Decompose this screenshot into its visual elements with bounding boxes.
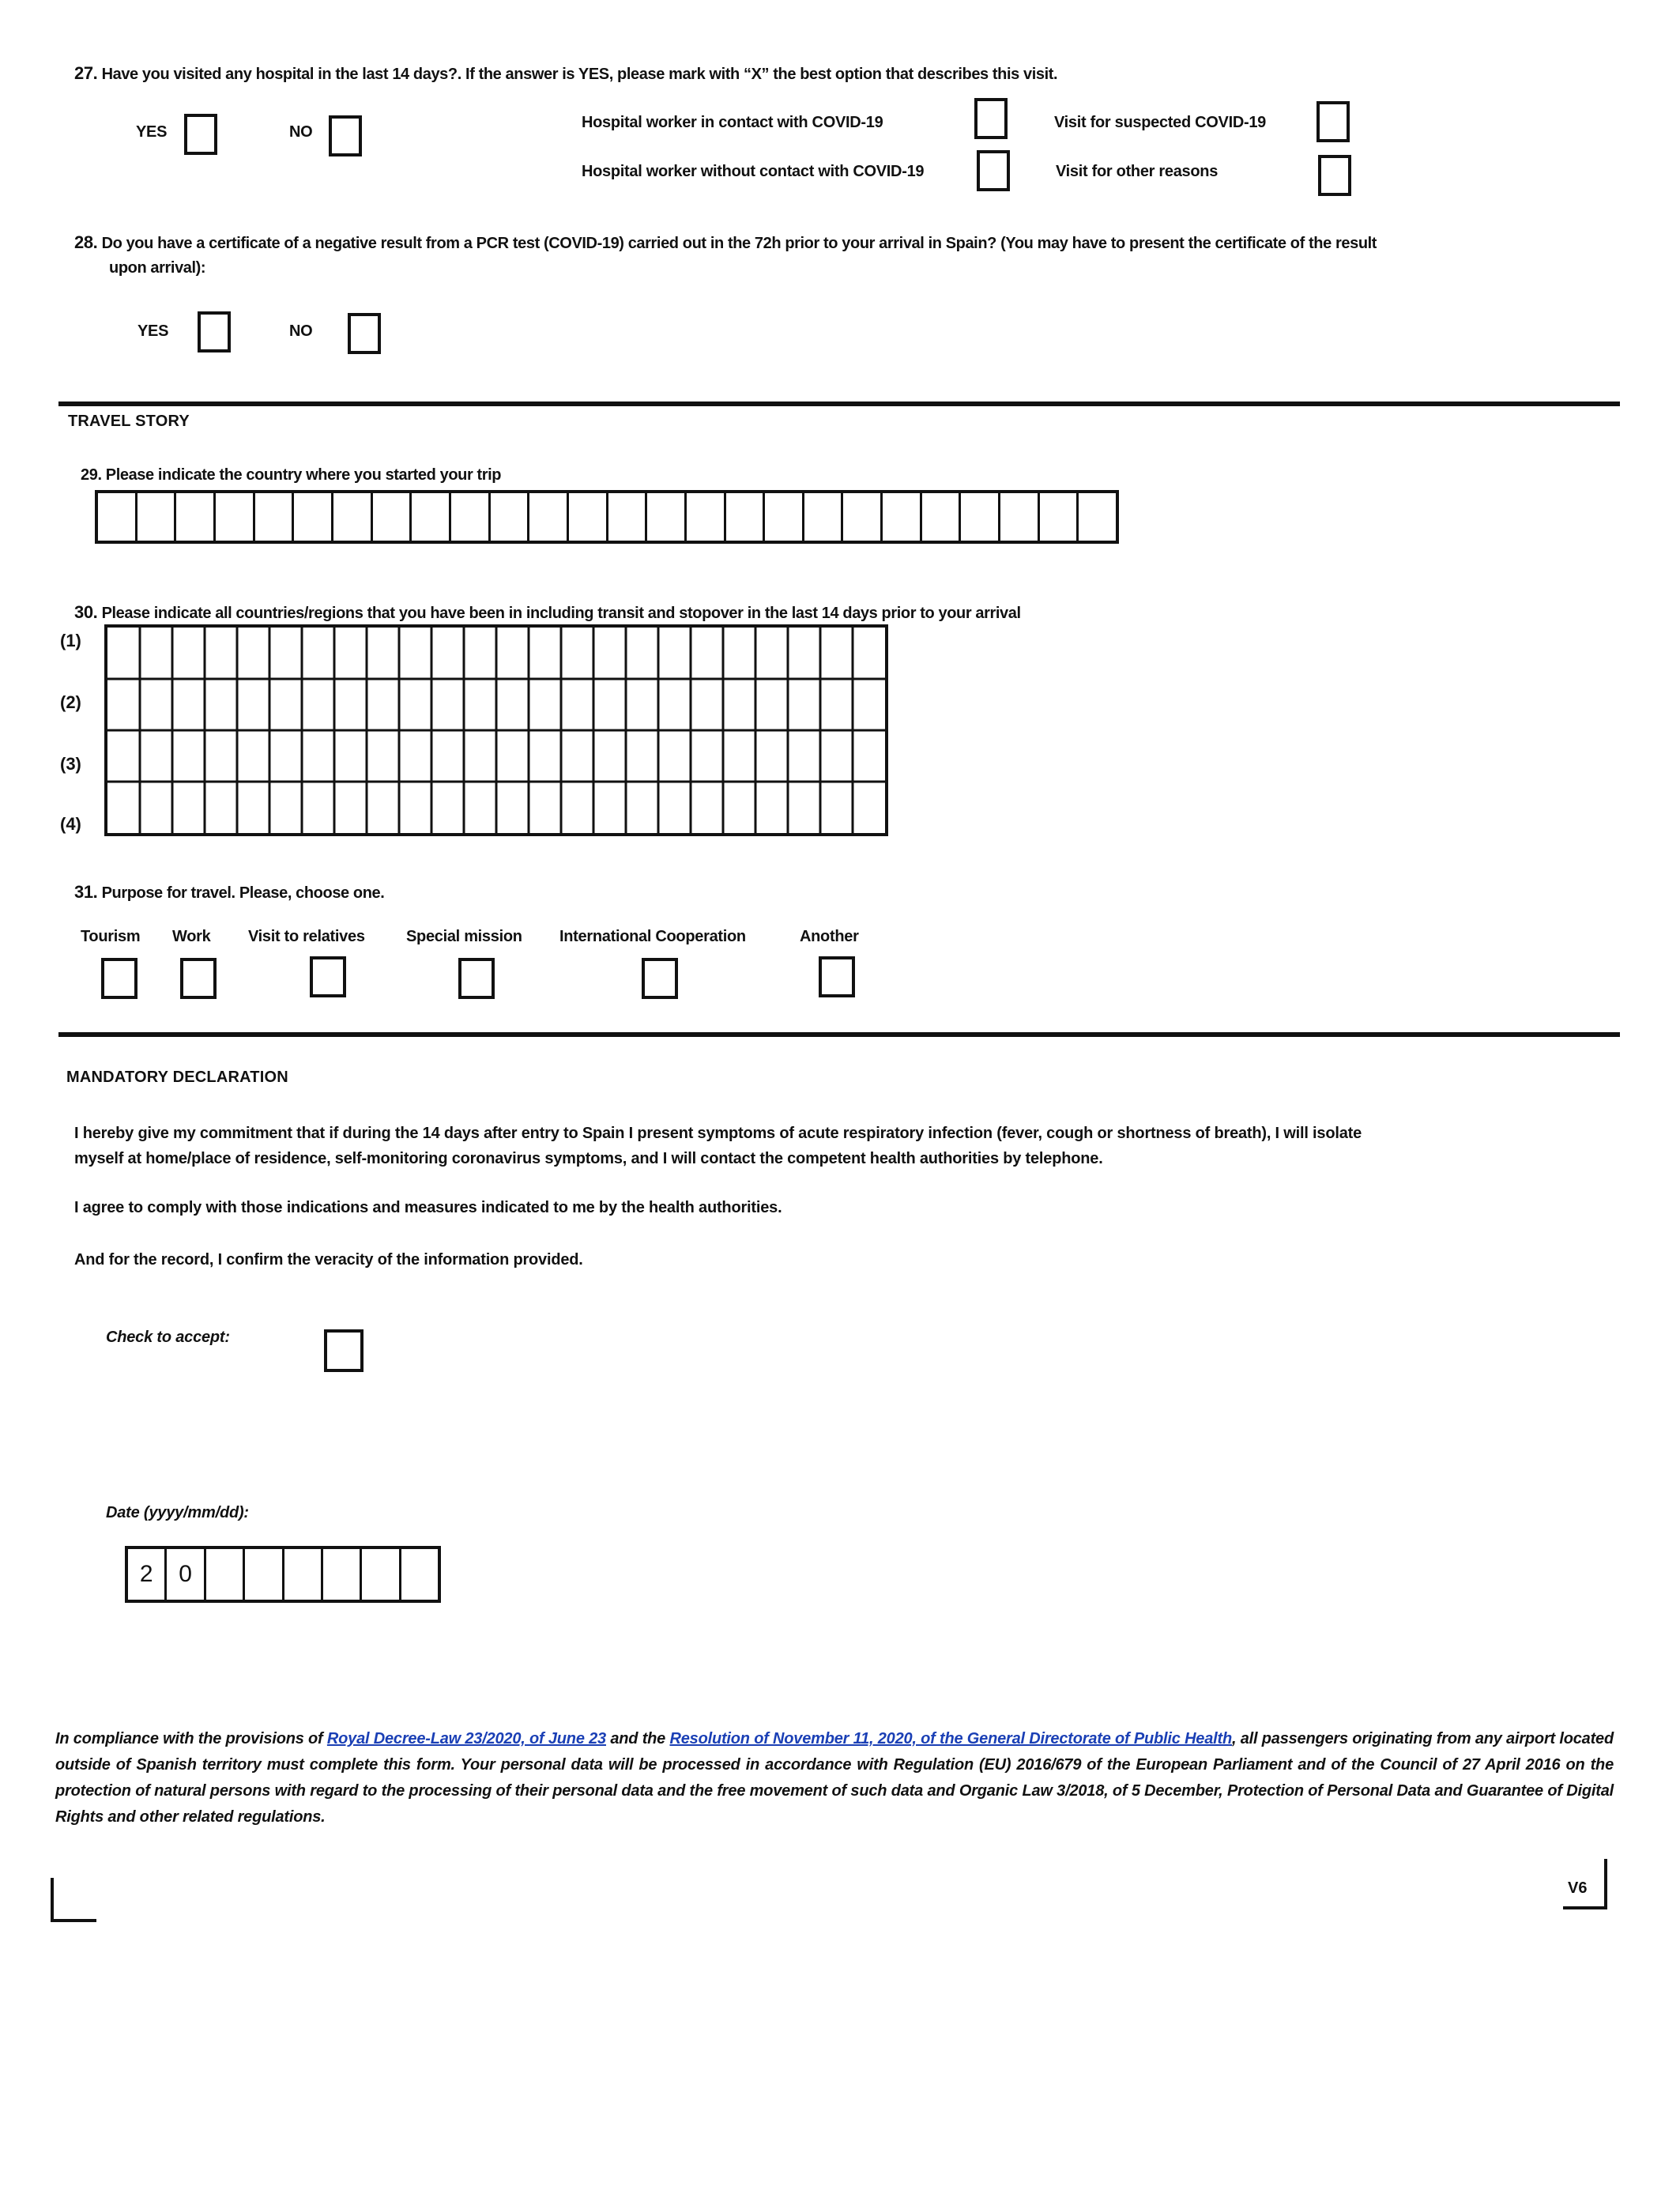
char-cell[interactable] — [255, 493, 295, 541]
q31-tourism-checkbox[interactable] — [101, 958, 137, 999]
resolution-link[interactable]: Resolution of November 11, 2020, of the General Directorate of Public Health — [669, 1730, 1232, 1747]
date-digit-cell[interactable] — [284, 1549, 323, 1600]
q27-option-label: Hospital worker in contact with COVID-19 — [582, 114, 883, 131]
char-cell[interactable] — [608, 493, 648, 541]
date-digit-cell[interactable] — [401, 1549, 438, 1600]
q30-row-label: (2) — [60, 692, 81, 712]
declaration-heading: MANDATORY DECLARATION — [66, 1069, 288, 1086]
q27-option-checkbox[interactable] — [974, 98, 1008, 139]
q28-number: 28. — [74, 232, 98, 252]
accept-label: Check to accept: — [106, 1329, 230, 1346]
travel-story-heading: TRAVEL STORY — [68, 413, 190, 430]
q28-question — [74, 232, 1377, 253]
q28-text: Do you have a certificate of a negative result from a PCR test (COVID-19) carried out in the 72h prior to your arrival in Spain? (You may have to present the certificate of the result — [101, 235, 1377, 252]
char-cell[interactable] — [961, 493, 1000, 541]
char-cell[interactable] — [804, 493, 844, 541]
q31-question — [74, 882, 384, 903]
q31-another-checkbox[interactable] — [819, 956, 855, 997]
q31-number: 31. — [74, 882, 98, 902]
char-cell[interactable] — [333, 493, 373, 541]
date-digit-cell[interactable]: 2 — [128, 1549, 167, 1600]
char-cell[interactable] — [137, 493, 177, 541]
q28-yes-label: YES — [137, 322, 169, 340]
q28-text-cont: upon arrival): — [109, 259, 206, 277]
corner-mark — [51, 1919, 96, 1922]
date-digit-cell[interactable] — [206, 1549, 245, 1600]
char-cell[interactable] — [922, 493, 962, 541]
q31-option-label: Visit to relatives — [248, 928, 365, 945]
q29-country-input[interactable] — [95, 490, 1119, 544]
legal-text: , all passengers originating from any airport located outside of Spanish territory must complete this form. Your personal data will be processed in accordance with Regulation (EU) 2016/679 of the European Parliament and of the Council of 27 April 2016 on the protection of natural persons with regard to the processing of their personal data and the free movement of such data and Organic Law 3/2018, of 5 December, Protection of Personal Data and Guarantee of Digital Rights and other related regulations. — [55, 1730, 1614, 1826]
q30-countries-grid — [104, 624, 888, 836]
char-cell[interactable] — [1079, 493, 1116, 541]
q30-number: 30. — [74, 602, 98, 622]
char-cell[interactable] — [98, 493, 137, 541]
q27-option-label: Hospital worker without contact with COVID-19 — [582, 163, 925, 180]
q27-question — [74, 63, 1057, 84]
q31-relatives-checkbox[interactable] — [310, 956, 346, 997]
char-cell[interactable] — [569, 493, 608, 541]
char-cell[interactable] — [883, 493, 922, 541]
q27-yes-label: YES — [136, 123, 168, 141]
q31-option-label: Another — [800, 928, 859, 945]
char-cell[interactable] — [647, 493, 687, 541]
q31-cooperation-checkbox[interactable] — [642, 958, 678, 999]
q27-option-label: Visit for other reasons — [1056, 163, 1219, 180]
q31-text: Purpose for travel. Please, choose one. — [101, 884, 385, 902]
q31-work-checkbox[interactable] — [180, 958, 217, 999]
q27-text: Have you visited any hospital in the last 14 days?. If the answer is YES, please mark with “X” the best option that describes this visit. — [101, 66, 1058, 83]
char-cell[interactable] — [491, 493, 530, 541]
legal-text: and the — [605, 1730, 670, 1747]
char-cell[interactable] — [412, 493, 451, 541]
legal-notice — [55, 1726, 1614, 1830]
q27-number: 27. — [74, 63, 98, 83]
char-cell[interactable] — [373, 493, 412, 541]
q30-row-label: (1) — [60, 631, 81, 650]
q27-yes-checkbox[interactable] — [184, 114, 217, 155]
q27-option-label: Visit for suspected COVID-19 — [1054, 114, 1266, 131]
char-cell[interactable] — [843, 493, 883, 541]
q27-no-checkbox[interactable] — [329, 115, 362, 156]
char-cell[interactable] — [726, 493, 766, 541]
q28-no-checkbox[interactable] — [348, 313, 381, 354]
q30-question — [74, 602, 1021, 623]
declaration-paragraph — [74, 1121, 1623, 1171]
q31-option-label: Work — [172, 928, 211, 945]
q27-option-checkbox[interactable] — [1317, 101, 1350, 142]
legal-text: In compliance with the provisions of — [55, 1730, 327, 1747]
version-label: V6 — [1568, 1879, 1588, 1897]
declaration-agree-text: I agree to comply with those indications and measures indicated to me by the health authorities. — [74, 1199, 782, 1216]
q31-option-label: International Cooperation — [559, 928, 746, 945]
q27-no-label: NO — [289, 123, 313, 141]
q28-yes-checkbox[interactable] — [198, 311, 231, 352]
char-cell[interactable] — [1000, 493, 1040, 541]
q28-no-label: NO — [289, 322, 313, 340]
q30-grid-lines — [107, 628, 885, 833]
royal-decree-link[interactable]: Royal Decree-Law 23/2020, of June 23 — [326, 1730, 606, 1747]
date-digit-cell[interactable]: 0 — [167, 1549, 205, 1600]
declaration-veracity-text: And for the record, I confirm the veracity of the information provided. — [74, 1251, 583, 1269]
char-cell[interactable] — [529, 493, 569, 541]
q31-option-label: Special mission — [406, 928, 522, 945]
char-cell[interactable] — [765, 493, 804, 541]
declaration-line: myself at home/place of residence, self-monitoring coronavirus symptoms, and I will contact the competent health authorities by telephone. — [74, 1150, 1103, 1167]
date-input[interactable] — [125, 1546, 441, 1603]
char-cell[interactable] — [216, 493, 255, 541]
section-divider — [58, 1032, 1620, 1037]
date-digit-cell[interactable] — [362, 1549, 401, 1600]
char-cell[interactable] — [176, 493, 216, 541]
accept-checkbox[interactable] — [324, 1329, 363, 1372]
declaration-line: I hereby give my commitment that if during the 14 days after entry to Spain I present symptoms of acute respiratory infection (fever, cough or shortness of breath), I will isolate — [74, 1125, 1362, 1142]
char-cell[interactable] — [451, 493, 491, 541]
corner-mark — [1563, 1906, 1607, 1909]
q27-option-checkbox[interactable] — [977, 150, 1010, 191]
date-label: Date (yyyy/mm/dd): — [106, 1504, 249, 1521]
q30-text: Please indicate all countries/regions that you have been in including transit and stopover in the last 14 days prior to your arrival — [101, 605, 1021, 622]
corner-mark — [1604, 1859, 1607, 1908]
q27-option-checkbox[interactable] — [1318, 155, 1351, 196]
q30-row-label: (3) — [60, 754, 81, 774]
date-digit-cell[interactable] — [245, 1549, 284, 1600]
q30-row-label: (4) — [60, 814, 81, 834]
char-cell[interactable] — [687, 493, 726, 541]
q29-question: 29. Please indicate the country where you started your trip — [81, 466, 502, 484]
corner-mark — [51, 1878, 54, 1921]
char-cell[interactable] — [294, 493, 333, 541]
q31-special-mission-checkbox[interactable] — [458, 958, 495, 999]
char-cell[interactable] — [1040, 493, 1079, 541]
date-digit-cell[interactable] — [323, 1549, 362, 1600]
section-divider — [58, 401, 1620, 406]
q31-option-label: Tourism — [81, 928, 141, 945]
